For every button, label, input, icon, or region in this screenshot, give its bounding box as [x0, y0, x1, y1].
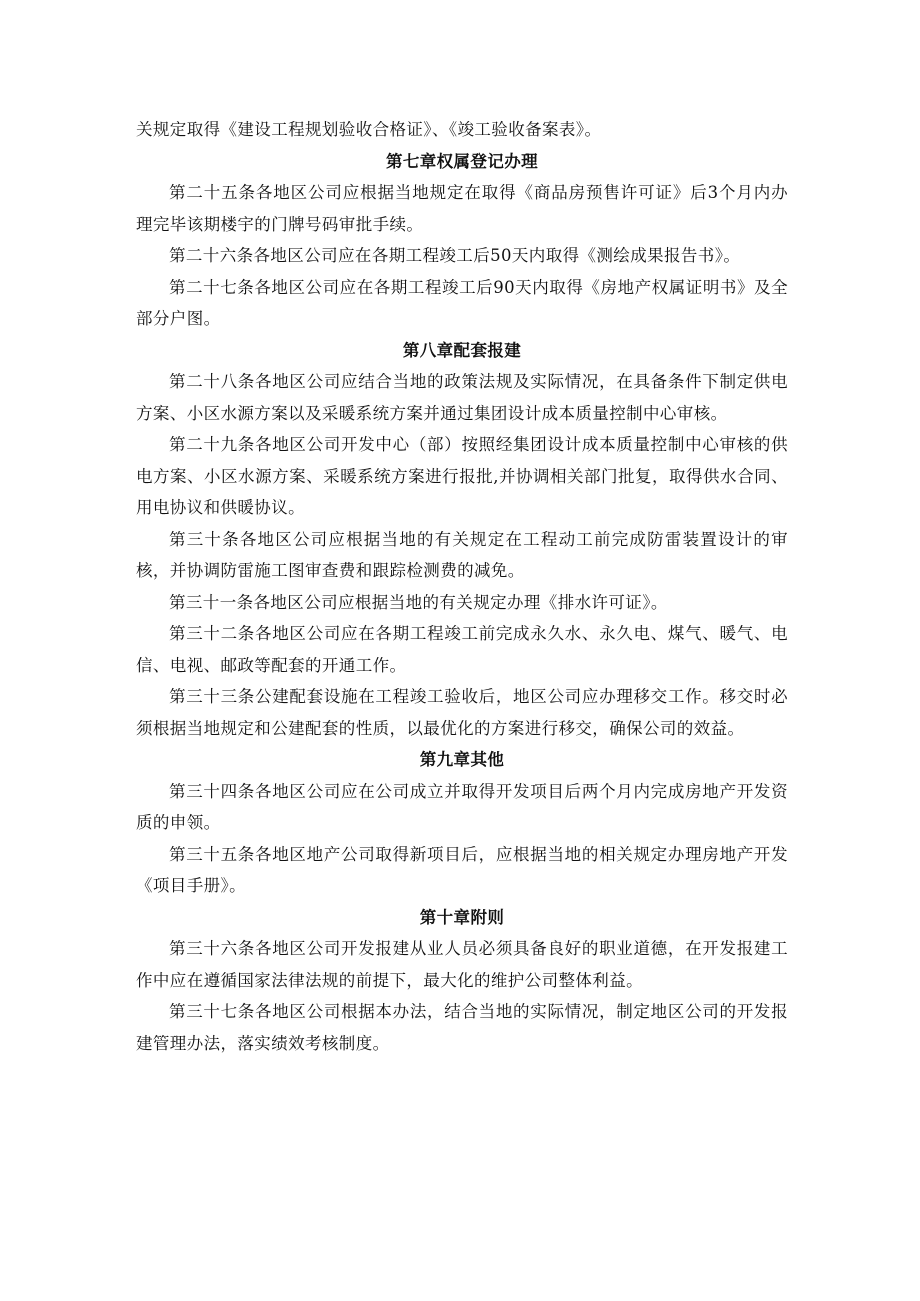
chapter-7-heading: 第七章权属登记办理 [385, 151, 539, 171]
article-37: 第三十七条各地区公司根据本办法，结合当地的实际情况，制定地区公司的开发报建管理办法，落实绩效考核制度。 [136, 1002, 788, 1053]
chapter-8-heading: 第八章配套报建 [402, 340, 522, 360]
article-31: 第三十一条各地区公司应根据当地的有关规定办理《排水许可证》。 [169, 592, 668, 612]
article-27: 第二十七条各地区公司应在各期工程竣工后90天内取得《房地产权属证明书》及全部分户图。 [136, 277, 788, 328]
article-28: 第二十八条各地区公司应结合当地的政策法规及实际情况，在具备条件下制定供电方案、小区水源方案以及采暖系统方案并通过集团设计成本质量控制中心审核。 [136, 372, 788, 423]
article-32: 第三十二条各地区公司应在各期工程竣工前完成永久水、永久电、煤气、暖气、电信、电视、邮政等配套的开通工作。 [136, 624, 788, 675]
chapter-10-heading: 第十章附则 [419, 907, 505, 927]
document-body [136, 114, 788, 1059]
article-36: 第三十六条各地区公司开发报建从业人员必须具备良好的职业道德，在开发报建工作中应在遵循国家法律法规的前提下，最大化的维护公司整体利益。 [136, 939, 788, 990]
chapter-9-heading: 第九章其他 [419, 750, 505, 769]
article-34: 第三十四条各地区公司应在公司成立并取得开发项目后两个月内完成房地产开发资质的申领。 [136, 781, 788, 832]
article-29: 第二十九条各地区公司开发中心（部）按照经集团设计成本质量控制中心审核的供电方案、小区水源方案、采暖系统方案进行报批,并协调相关部门批复，取得供水合同、用电协议和供暖协议。 [136, 435, 788, 517]
paragraph-continuation: 关规定取得《建设工程规划验收合格证》、《竣工验收备案表》。 [136, 120, 602, 139]
article-35: 第三十五条各地区地产公司取得新项目后，应根据当地的相关规定办理房地产开发《项目手册》。 [136, 844, 788, 895]
article-26: 第二十六条各地区公司应在各期工程竣工后50天内取得《测绘成果报告书》。 [169, 246, 741, 265]
article-33: 第三十三条公建配套设施在工程竣工验收后，地区公司应办理移交工作。移交时必须根据当地规定和公建配套的性质，以最优化的方案进行移交，确保公司的效益。 [136, 687, 788, 738]
article-25: 第二十五条各地区公司应根据当地规定在取得《商品房预售许可证》后3个月内办理完毕该期楼宇的门牌号码审批手续。 [136, 183, 788, 234]
article-30: 第三十条各地区公司应根据当地的有关规定在工程动工前完成防雷装置设计的审核，并协调防雷施工图审查费和跟踪检测费的减免。 [136, 529, 788, 580]
